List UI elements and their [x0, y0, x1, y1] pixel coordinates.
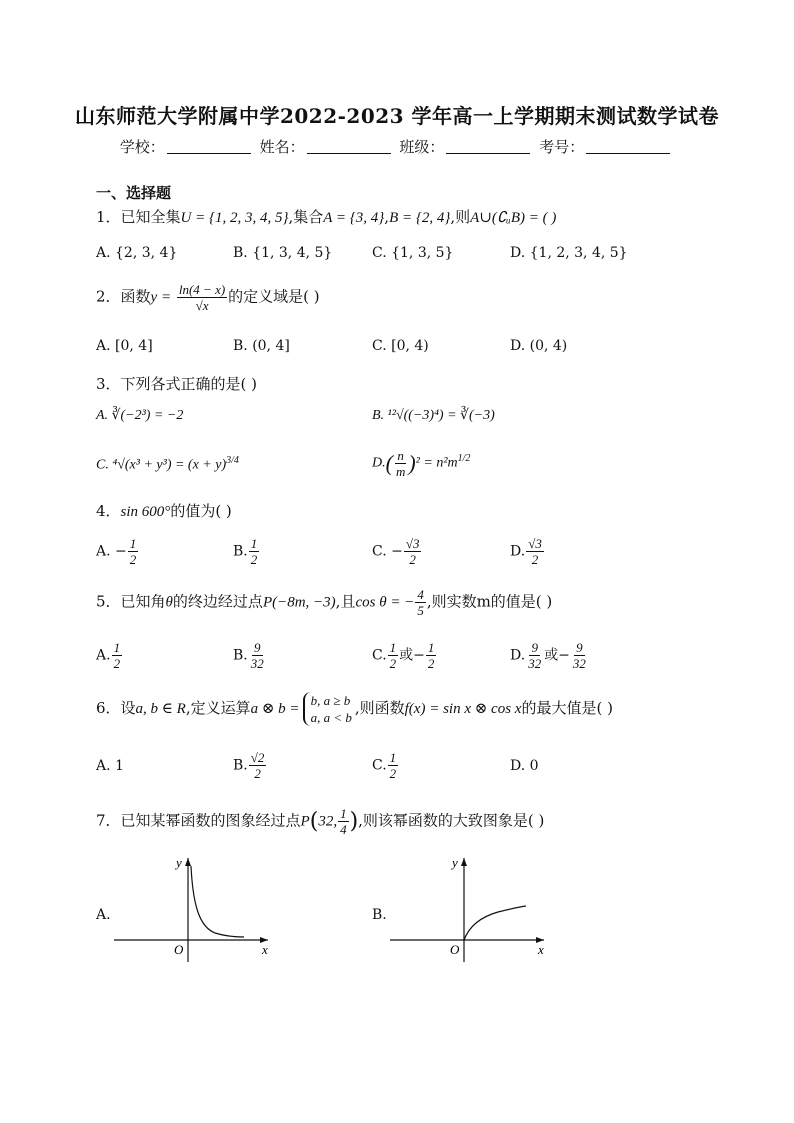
- q5-c-num1: 1: [389, 640, 397, 655]
- q6-b-num: √2: [250, 750, 265, 765]
- q3-option-c[interactable]: [96, 455, 239, 474]
- q6-stem-c: ,则函数: [354, 699, 405, 717]
- q3-d-den: m: [395, 464, 406, 479]
- q6-cases: [303, 692, 352, 726]
- q7-point-x: 32,: [318, 813, 338, 830]
- q6-b-frac: [249, 750, 267, 781]
- name-label: 姓名：: [259, 138, 305, 156]
- q2-numerator: ln(4 − x): [178, 282, 226, 297]
- q4-option-b[interactable]: [233, 536, 260, 567]
- q5-c-den1: 2: [389, 656, 397, 671]
- q3-d-lparen: (: [385, 450, 393, 476]
- q1-set-a: A = {3, 4}: [323, 210, 385, 226]
- q6-b-den: 2: [254, 766, 261, 781]
- q6-b-label: B.: [233, 757, 248, 774]
- increasing-curve: [464, 906, 526, 940]
- q3-option-a[interactable]: A. ∛(−2³) = −2: [96, 408, 184, 423]
- q5-d-label: D.: [510, 647, 526, 664]
- q2-stem-b: 的定义域是( ): [228, 287, 320, 306]
- q4-a-num: 1: [129, 536, 137, 551]
- q5-a-num: 1: [113, 640, 121, 655]
- x-axis-label: x: [262, 942, 268, 957]
- q1-option-a[interactable]: A. {2, 3, 4}: [96, 245, 178, 261]
- q5-stem-b: 的终边经过点: [172, 592, 263, 611]
- class-label: 班级：: [399, 138, 445, 156]
- q1-set-u: U = {1, 2, 3, 4, 5}: [180, 210, 289, 226]
- q4-option-c[interactable]: [372, 536, 422, 567]
- q6-ab: a, b ∈ R: [135, 701, 186, 717]
- q6-c-num: 1: [389, 750, 397, 765]
- q4-stem-b: 的值为( ): [170, 502, 232, 520]
- q5-point: P(−8m, −3): [262, 594, 336, 611]
- section-heading: 一、选择题: [96, 184, 172, 202]
- q5-c-frac1: [388, 640, 399, 671]
- q6-op: a ⊗ b =: [250, 701, 300, 717]
- q3-d-num: n: [397, 448, 404, 463]
- q3-d-rparen: ): [408, 450, 416, 476]
- q3-d-fraction: [394, 448, 407, 479]
- q3-option-d[interactable]: [372, 448, 470, 479]
- q5-b-frac: [249, 640, 266, 671]
- q6-c-frac: [388, 750, 399, 781]
- q7-stem-b: ,则该幂函数的大致图象是( ): [358, 811, 545, 830]
- q3-d-exponent: 1/2: [457, 453, 471, 465]
- q2-option-c[interactable]: C. [0, 4): [372, 338, 429, 354]
- q4-d-frac: [526, 536, 544, 567]
- q1-option-d[interactable]: D. {1, 2, 3, 4, 5}: [510, 245, 628, 261]
- question-5: [96, 587, 552, 618]
- q2-option-a[interactable]: A. [0, 4]: [96, 338, 153, 354]
- q4-option-a[interactable]: [96, 536, 139, 567]
- q5-stem-c: ,且: [335, 592, 356, 611]
- q2-option-d[interactable]: D. (0, 4): [510, 338, 568, 354]
- q5-stem-d: ,则实数m的值是( ): [426, 592, 553, 611]
- q5-theta: θ: [165, 594, 173, 611]
- q2-fraction: [177, 282, 227, 313]
- q1-sep: ,: [384, 208, 390, 226]
- school-label: 学校：: [119, 138, 165, 156]
- q5-cos: cos θ = −: [355, 594, 415, 611]
- y-axis-label: y: [176, 855, 182, 870]
- q5-option-a[interactable]: [96, 640, 123, 671]
- q1-stem-a: 1．已知全集: [96, 208, 181, 226]
- q4-d-label: D.: [510, 543, 526, 560]
- q5-den: 5: [417, 603, 424, 618]
- q4-b-num: 1: [250, 536, 258, 551]
- q7-num: 1: [340, 806, 347, 821]
- q5-d-den2: 32: [572, 656, 586, 671]
- q7-lparen: (: [309, 809, 319, 834]
- q6-option-d[interactable]: D. 0: [510, 758, 539, 774]
- q5-d-den1: 32: [528, 656, 542, 671]
- q5-d-num2: 9: [576, 640, 583, 655]
- q5-b-den: 32: [250, 656, 264, 671]
- q4-a-frac: [128, 536, 139, 567]
- q5-a-label: A.: [96, 647, 111, 664]
- q5-stem-a: 5．已知角: [96, 592, 166, 611]
- q6-stem-b: ,定义运算: [185, 699, 251, 717]
- q4-b-den: 2: [250, 552, 258, 567]
- q1-option-b[interactable]: B. {1, 3, 4, 5}: [233, 245, 333, 261]
- q5-a-den: 2: [113, 656, 121, 671]
- q7-den: 4: [340, 822, 347, 837]
- q1-stem-b: ,集合: [288, 208, 324, 226]
- decreasing-curve: [191, 866, 244, 937]
- q7-graph-b[interactable]: [386, 852, 556, 964]
- q1-set-b: B = {2, 4}: [389, 210, 451, 226]
- q5-frac: [415, 587, 426, 618]
- q4-c-label: C. −: [372, 543, 403, 560]
- q7-option-b-label[interactable]: B.: [372, 907, 387, 923]
- q6-option-b[interactable]: [233, 750, 267, 781]
- q5-c-frac2: [426, 640, 437, 671]
- q7-option-a-label[interactable]: A.: [96, 907, 111, 923]
- q6-func: f(x) = sin x ⊗ cos x: [404, 701, 522, 717]
- question-6: [96, 692, 613, 726]
- q2-stem-a: 2．函数: [96, 287, 151, 306]
- origin-label: O: [174, 942, 184, 957]
- q5-d-frac2: [571, 640, 588, 671]
- q5-a-frac: [112, 640, 123, 671]
- question-7: [96, 806, 544, 837]
- q5-d-or: 或−: [544, 647, 570, 664]
- id-blank[interactable]: [586, 153, 670, 154]
- q1-option-c[interactable]: C. {1, 3, 5}: [372, 245, 454, 261]
- q3-d-rhs: ² = n²m: [415, 455, 458, 471]
- q3-d-label: D.: [372, 455, 386, 471]
- q5-option-c[interactable]: [372, 640, 437, 671]
- y-axis-label: y: [452, 855, 458, 870]
- origin-label: O: [450, 942, 460, 957]
- q7-point-p: P: [300, 813, 310, 830]
- q4-d-den: 2: [531, 552, 539, 567]
- name-blank[interactable]: [307, 153, 391, 154]
- q3-c-expr: C. ⁴√(x³ + y³) = (x + y): [96, 457, 227, 473]
- school-blank[interactable]: [167, 153, 251, 154]
- question-4: [96, 500, 232, 521]
- id-label: 考号：: [539, 138, 585, 156]
- q2-option-b[interactable]: B. (0, 4]: [233, 338, 290, 354]
- q6-stem-d: 的最大值是( ): [521, 699, 613, 717]
- q4-stem-a: 4．: [96, 502, 121, 520]
- q2-lhs: y =: [150, 289, 172, 306]
- y-axis-arrow: [461, 858, 467, 866]
- q3-c-exponent: 3/4: [226, 455, 239, 466]
- q6-option-a[interactable]: A. 1: [96, 758, 124, 774]
- q5-option-b[interactable]: [233, 640, 267, 671]
- q5-d-num1: 9: [531, 640, 538, 655]
- y-axis-arrow: [185, 858, 191, 866]
- q6-case-2: a, a < b: [310, 710, 352, 725]
- question-3: 3．下列各式正确的是( ): [96, 375, 258, 393]
- q5-c-or: 或−: [399, 647, 425, 664]
- q5-b-num: 9: [254, 640, 261, 655]
- q4-a-label: A. −: [96, 543, 127, 560]
- q4-d-num: √3: [528, 536, 542, 551]
- q7-frac: [338, 806, 349, 837]
- question-2: [96, 282, 320, 313]
- q5-b-label: B.: [233, 647, 248, 664]
- q6-c-label: C.: [372, 757, 387, 774]
- q4-option-d[interactable]: [510, 536, 545, 567]
- q5-option-d[interactable]: [510, 640, 589, 671]
- q7-stem-a: 7．已知某幂函数的图象经过点: [96, 811, 301, 830]
- q1-stem-c: ,则: [450, 208, 471, 226]
- q1-expr: A∪(∁ᵤB) = ( ): [470, 210, 557, 226]
- q3-option-b[interactable]: B. ¹²√((−3)⁴) = ∛(−3): [372, 408, 495, 423]
- q5-num: 4: [417, 587, 424, 602]
- student-info-line: [0, 136, 794, 157]
- q6-case-1: b, a ≥ b: [310, 693, 351, 708]
- q4-b-label: B.: [233, 543, 248, 560]
- q4-b-frac: [249, 536, 260, 567]
- question-1: [96, 206, 556, 227]
- exam-title: 山东师范大学附属中学2022-2023 学年高一上学期期末测试数学试卷: [74, 104, 720, 128]
- q4-c-den: 2: [409, 552, 416, 567]
- q4-c-frac: [404, 536, 422, 567]
- q7-rparen: ): [349, 809, 359, 834]
- q5-c-den2: 2: [427, 656, 435, 671]
- q5-c-label: C.: [372, 647, 387, 664]
- q6-c-den: 2: [389, 766, 397, 781]
- q6-option-c[interactable]: [372, 750, 399, 781]
- class-blank[interactable]: [446, 153, 530, 154]
- q7-graph-a[interactable]: [110, 852, 280, 964]
- q5-d-frac1: [526, 640, 543, 671]
- q5-c-num2: 1: [427, 640, 435, 655]
- q6-stem-a: 6．设: [96, 699, 136, 717]
- q2-denominator: √x: [195, 298, 209, 313]
- q4-a-den: 2: [129, 552, 137, 567]
- q4-c-num: √3: [405, 536, 420, 551]
- q4-expr: sin 600°: [120, 504, 171, 520]
- x-axis-label: x: [538, 942, 544, 957]
